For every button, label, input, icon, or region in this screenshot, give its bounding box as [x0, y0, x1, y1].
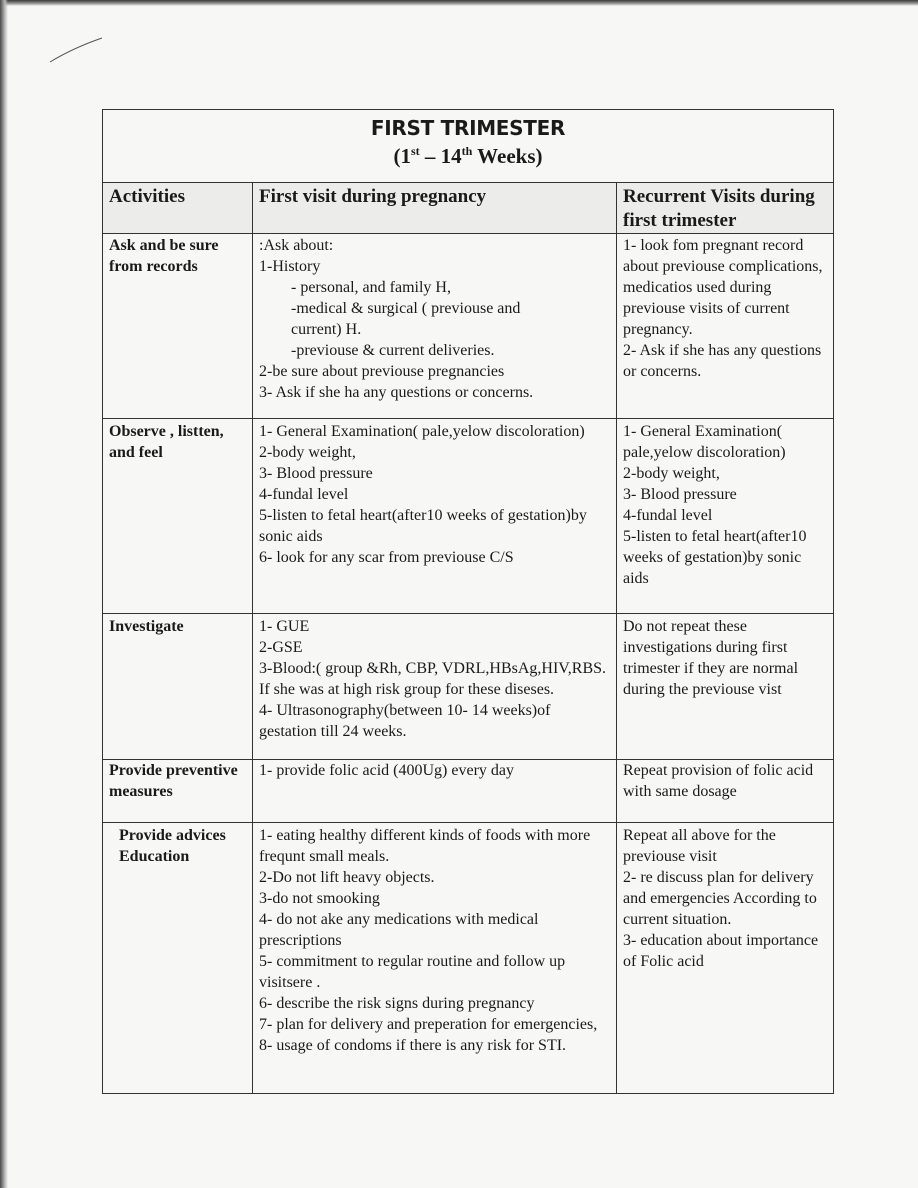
subtitle-sup-th: th — [461, 144, 473, 158]
subtitle-part-close: Weeks) — [472, 144, 543, 168]
recurrent-cell-ask: 1- look fom pregnant record about previouse complications, medicatios used during previouse visits of current pregnancy. 2- Ask if she has any questions or concerns. — [617, 234, 834, 419]
subtitle-sup-st: st — [410, 144, 420, 158]
first-visit-cell-ask — [253, 234, 617, 419]
first-visit-cell-advices: 1- eating healthy different kinds of foods with more frequnt small meals. 2-Do not lift heavy objects. 3-do not smooking 4- do not ake any medications with medical prescriptions 5- commitment to regular routine and follow up visitsere . 6- describe the risk signs during pregnancy 7- plan for delivery and preperation for emergencies, 8- usage of condoms if there is any risk for STI. — [253, 823, 617, 1094]
header-row — [103, 183, 834, 234]
scan-shadow-top — [0, 0, 918, 6]
page-subtitle — [109, 141, 827, 171]
first-visit-cell-investigate: 1- GUE 2-GSE 3-Blood:( group &Rh, CBP, VDRL,HBsAg,HIV,RBS. If she was at high risk group for these diseses. 4- Ultrasonography(between 10- 14 weeks)of gestation till 24 weeks. — [253, 614, 617, 760]
first-visit-line: 1-History — [259, 258, 321, 275]
row-label-ask: Ask and be sure from records — [103, 234, 253, 419]
first-visit-line: current) H. — [291, 321, 362, 338]
table-row-observe — [103, 419, 834, 614]
first-visit-line: -previouse & current deliveries. — [291, 342, 495, 359]
header-first-visit: First visit during pregnancy — [253, 183, 617, 234]
page-title: FIRST TRIMESTER — [370, 116, 566, 140]
header-activities: Activities — [103, 183, 253, 234]
first-visit-line: - personal, and family H, — [291, 279, 451, 296]
first-trimester-table — [102, 109, 834, 1094]
table-row-investigate — [103, 614, 834, 760]
title-cell — [103, 110, 834, 183]
subtitle-part-mid: – 14 — [419, 144, 462, 168]
first-visit-line: :Ask about: — [259, 237, 334, 254]
recurrent-cell-observe: 1- General Examination( pale,yelow discoloration) 2-body weight, 3- Blood pressure 4-fundal level 5-listen to fetal heart(after10 weeks of gestation)by sonic aids — [617, 419, 834, 614]
pen-stroke-mark — [48, 36, 108, 66]
table-row-ask — [103, 234, 834, 419]
scan-shadow-left — [0, 0, 8, 1188]
row-label-preventive: Provide preventive measures — [103, 760, 253, 823]
row-label-advices: Provide advices Education — [103, 823, 253, 1094]
first-visit-cell-observe: 1- General Examination( pale,yelow discoloration) 2-body weight, 3- Blood pressure 4-fundal level 5-listen to fetal heart(after10 weeks of gestation)by sonic aids 6- look for any scar from previouse C/S — [253, 419, 617, 614]
table-row-advices — [103, 823, 834, 1094]
subtitle-part-open: (1 — [393, 144, 411, 168]
recurrent-cell-preventive: Repeat provision of folic acid with same dosage — [617, 760, 834, 823]
recurrent-cell-investigate: Do not repeat these investigations during first trimester if they are normal during the previouse vist — [617, 614, 834, 760]
first-visit-line: 3- Ask if she ha any questions or concerns. — [259, 384, 534, 401]
row-label-investigate: Investigate — [103, 614, 253, 760]
first-visit-cell-preventive: 1- provide folic acid (400Ug) every day — [253, 760, 617, 823]
first-visit-line: -medical & surgical ( previouse and — [291, 300, 521, 317]
header-recurrent-visits: Recurrent Visits during first trimester — [617, 183, 834, 234]
first-visit-line: 2-be sure about previouse pregnancies — [259, 363, 505, 380]
recurrent-cell-advices: Repeat all above for the previouse visit 2- re discuss plan for delivery and emergencies According to current situation. 3- education about importance of Folic acid — [617, 823, 834, 1094]
table-row-preventive — [103, 760, 834, 823]
row-label-observe: Observe , listten, and feel — [103, 419, 253, 614]
